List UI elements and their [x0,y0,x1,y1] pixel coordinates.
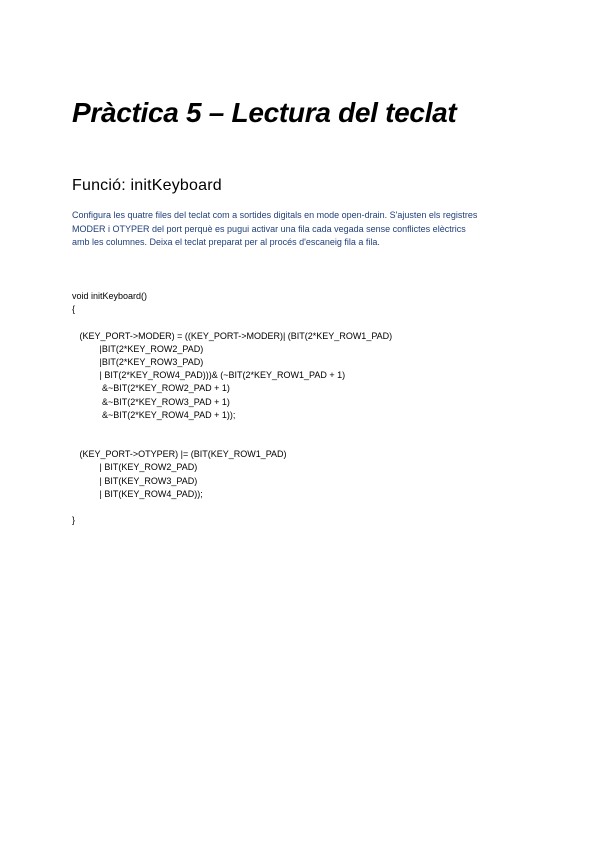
code-line: | BIT(KEY_ROW4_PAD)); [72,488,203,499]
code-line: &~BIT(2*KEY_ROW4_PAD + 1)); [72,409,236,420]
code-line: (KEY_PORT->MODER) = ((KEY_PORT->MODER)| (BIT(2*KEY_ROW1_PAD) [72,330,393,341]
code-line [72,422,392,435]
description-line: amb les columnes. Deixa el teclat preparat per al procés d'escaneig fila a fila. [72,237,380,247]
code-listing [72,290,392,527]
code-line: | BIT(2*KEY_ROW4_PAD)))& (~BIT(2*KEY_ROW1_PAD + 1) [72,370,346,381]
code-line [72,316,392,329]
description-line: Configura les quatre files del teclat com a sortides digitals en mode open-drain. S'ajusten els registres [72,210,478,220]
code-line: } [72,515,76,526]
code-line: (KEY_PORT->OTYPER) |= (BIT(KEY_ROW1_PAD) [72,449,287,460]
code-line: |BIT(2*KEY_ROW3_PAD) [72,356,204,367]
code-line: { [72,304,76,315]
code-line: &~BIT(2*KEY_ROW3_PAD + 1) [72,396,230,407]
code-line: &~BIT(2*KEY_ROW2_PAD + 1) [72,383,230,394]
code-line: | BIT(KEY_ROW3_PAD) [72,475,198,486]
section-heading: Funció: initKeyboard [72,177,222,194]
code-line: void initKeyboard() [72,291,148,301]
code-line: | BIT(KEY_ROW2_PAD) [72,462,198,473]
page-title: Pràctica 5 – Lectura del teclat [72,97,457,128]
code-line [72,501,392,514]
function-description [72,209,532,250]
code-line: |BIT(2*KEY_ROW2_PAD) [72,343,204,354]
description-line: MODER i OTYPER del port perquè es pugui activar una fila cada vegada sense conflictes elèctrics [72,223,466,234]
code-line [72,435,392,448]
